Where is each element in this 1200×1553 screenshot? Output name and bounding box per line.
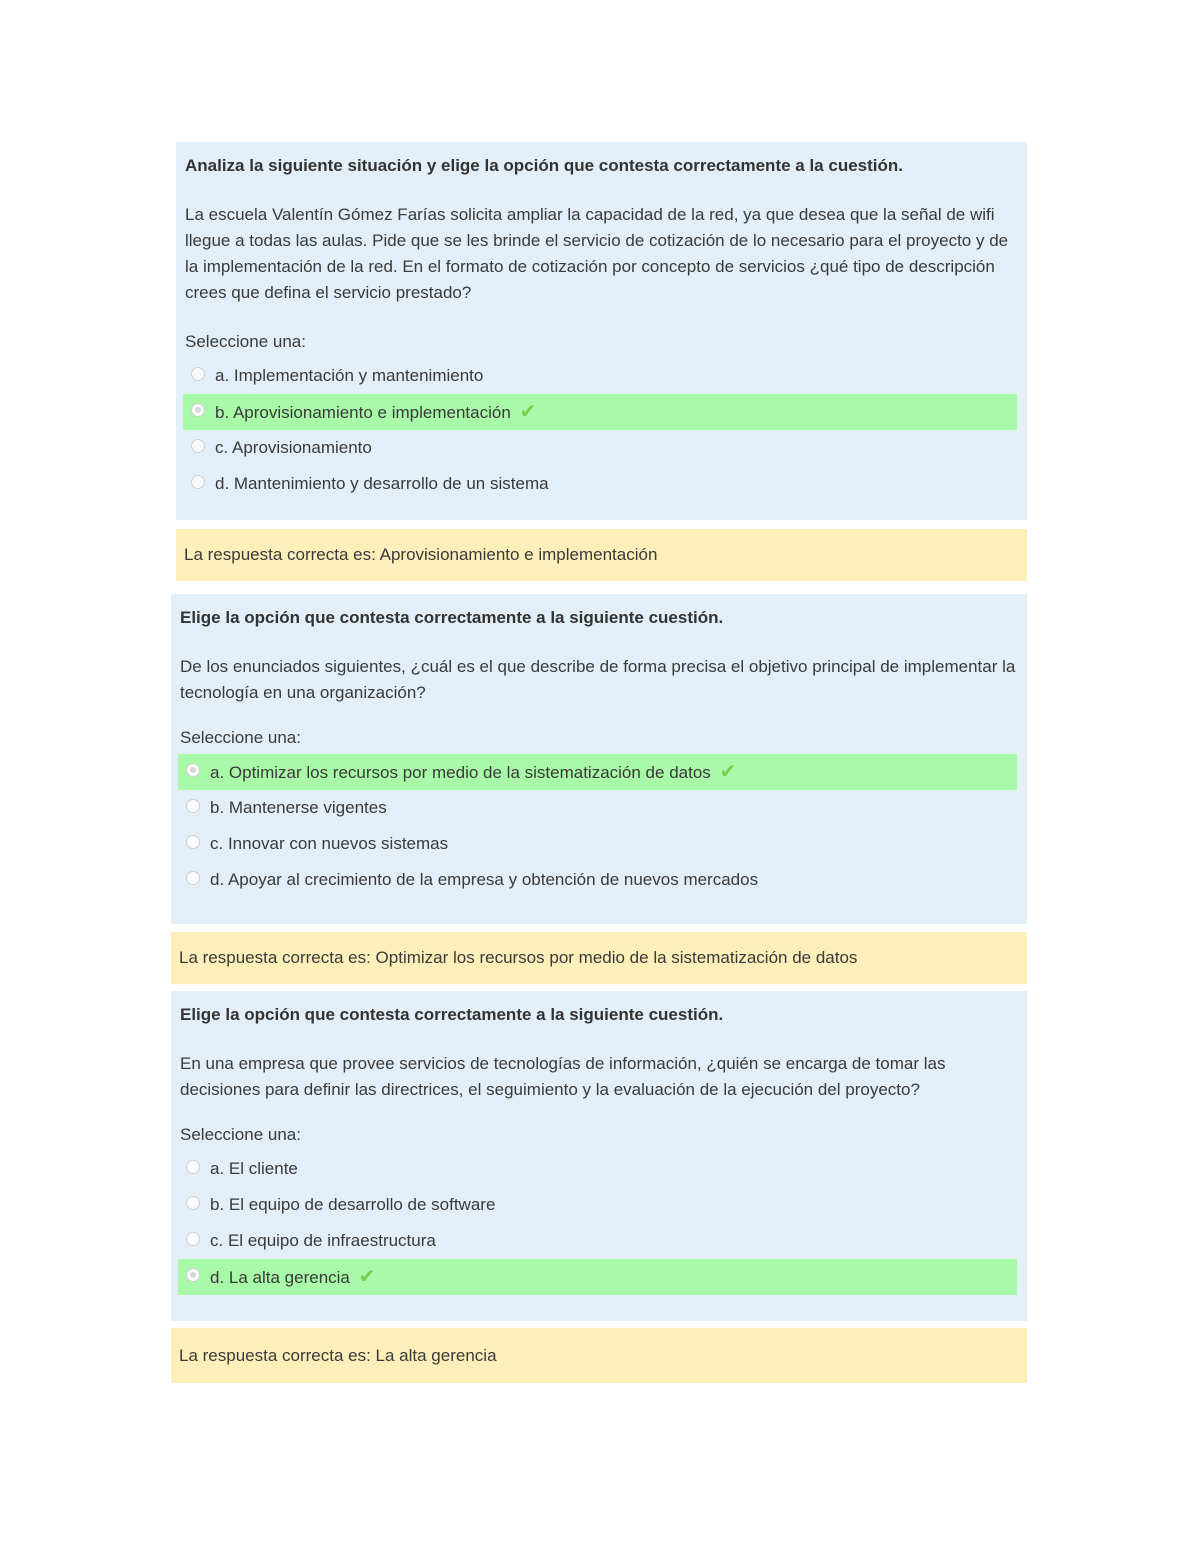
feedback-1 [176,529,1027,581]
checkmark-icon: ✔ [519,401,537,423]
options-list [185,358,1017,502]
option-label: c. Innovar con nuevos sistemas [210,834,449,853]
correct-answer-text: La respuesta correcta es: Aprovisionamiento e implementación [184,545,658,564]
question-title: Elige la opción que contesta correctamente a la siguiente cuestión. [180,608,724,627]
option-label: a. Implementación y mantenimiento [215,366,484,385]
radio-icon[interactable] [191,439,205,453]
options-list [180,754,1017,898]
option-a[interactable] [178,754,1017,790]
option-label: d. La alta gerencia [210,1268,350,1287]
radio-icon[interactable] [186,871,200,885]
option-b[interactable] [183,394,1017,430]
question-title: Elige la opción que contesta correctamente a la siguiente cuestión. [180,1005,724,1024]
correct-answer-text: La respuesta correcta es: Optimizar los recursos por medio de la sistematización de datos [179,948,858,967]
radio-icon[interactable] [186,1196,200,1210]
radio-checked-icon[interactable] [186,763,200,777]
option-b[interactable] [178,1187,1017,1223]
option-label: c. Aprovisionamiento [215,438,372,457]
feedback-3 [171,1328,1027,1383]
select-prompt: Seleccione una: [180,728,301,747]
radio-icon[interactable] [186,835,200,849]
question-title: Analiza la siguiente situación y elige la opción que contesta correctamente a la cuestión. [185,156,903,175]
option-d[interactable] [178,1259,1017,1295]
options-list [180,1151,1017,1295]
option-label: a. El cliente [210,1159,298,1178]
question-1 [176,142,1027,520]
option-a[interactable] [178,1151,1017,1187]
question-text: De los enunciados siguientes, ¿cuál es el que describe de forma precisa el objetivo principal de implementar la tecnología en una organización? [180,657,1016,702]
correct-answer-text: La respuesta correcta es: La alta gerencia [179,1345,497,1365]
checkmark-icon: ✔ [719,761,737,783]
option-label: b. Aprovisionamiento e implementación [215,403,511,422]
radio-checked-icon[interactable] [186,1268,200,1282]
option-c[interactable] [178,826,1017,862]
option-label: b. Mantenerse vigentes [210,798,387,817]
option-label: d. Mantenimiento y desarrollo de un sistema [215,474,549,493]
option-c[interactable] [183,430,1017,466]
select-prompt: Seleccione una: [180,1125,301,1144]
question-text: La escuela Valentín Gómez Farías solicita ampliar la capacidad de la red, ya que desea que la señal de wifi llegue a todas las aulas. Pide que se les brinde el servicio de cotización de lo necesario para el proyecto y de la implementación de la red. En el formato de cotización por concepto de servicios ¿qué tipo de descripción crees que defina el servicio prestado? [185,205,1009,302]
option-label: c. El equipo de infraestructura [210,1231,436,1250]
option-d[interactable] [178,862,1017,898]
radio-icon[interactable] [191,367,205,381]
question-2 [171,594,1027,924]
select-prompt: Seleccione una: [185,332,306,351]
radio-icon[interactable] [186,1160,200,1174]
question-text: En una empresa que provee servicios de tecnologías de información, ¿quién se encarga de tomar las decisiones para definir las directrices, el seguimiento y la evaluación de la ejecución del proyecto? [180,1054,946,1099]
option-c[interactable] [178,1223,1017,1259]
option-d[interactable] [183,466,1017,502]
option-label: b. El equipo de desarrollo de software [210,1195,496,1214]
radio-icon[interactable] [186,1232,200,1246]
option-a[interactable] [183,358,1017,394]
question-3 [171,991,1027,1321]
option-b[interactable] [178,790,1017,826]
checkmark-icon: ✔ [358,1266,376,1288]
option-label: d. Apoyar al crecimiento de la empresa y obtención de nuevos mercados [210,870,759,889]
feedback-2 [171,932,1027,984]
radio-checked-icon[interactable] [191,403,205,417]
option-label: a. Optimizar los recursos por medio de la sistematización de datos [210,763,711,782]
radio-icon[interactable] [186,799,200,813]
radio-icon[interactable] [191,475,205,489]
